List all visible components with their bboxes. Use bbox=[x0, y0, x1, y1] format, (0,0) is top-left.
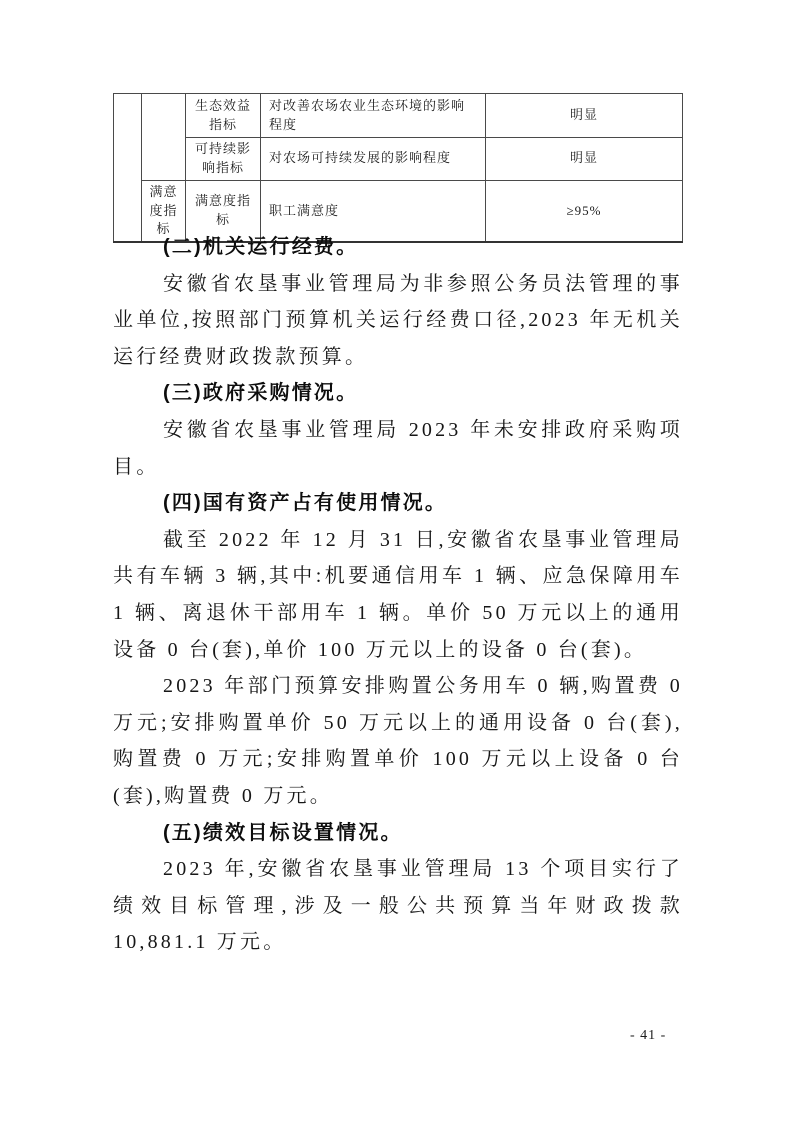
page-number: - 41 - bbox=[630, 1028, 667, 1043]
section-4-paragraph-2: 2023 年部门预算安排购置公务用车 0 辆,购置费 0 万元;安排购置单价 50 万元以上的通用设备 0 台(套),购置费 0 万元;安排购置单价 100 万元以上设备 0 台(套),购置费 0 万元。 bbox=[113, 675, 683, 807]
table-cell-description: 职工满意度 bbox=[261, 180, 486, 242]
table-cell-description: 对农场可持续发展的影响程度 bbox=[261, 138, 486, 181]
section-heading-5: (五)绩效目标设置情况。 bbox=[163, 821, 403, 844]
section-4-paragraph-1: 截至 2022 年 12 月 31 日,安徽省农垦事业管理局共有车辆 3 辆,其中:机要通信用车 1 辆、应急保障用车 1 辆、离退休干部用车 1 辆。单价 50 万元以上的通用设备 0 台(套),单价 100 万元以上的设备 0 台(套)。 bbox=[113, 528, 683, 661]
table-cell-indicator: 可持续影响指标 bbox=[186, 138, 261, 181]
section-3-paragraph: 安徽省农垦事业管理局 2023 年未安排政府采购项目。 bbox=[113, 418, 683, 478]
table-cell-indicator: 生态效益指标 bbox=[186, 94, 261, 138]
table-cell-left-group bbox=[114, 94, 142, 243]
document-body bbox=[113, 229, 683, 961]
section-heading-4: (四)国有资产占有使用情况。 bbox=[163, 492, 448, 515]
table-cell-value: ≥95% bbox=[486, 180, 683, 242]
section-heading-2: (二)机关运行经费。 bbox=[163, 236, 359, 258]
table-cell-description: 对改善农场农业生态环境的影响程度 bbox=[261, 94, 486, 138]
table-cell-satisfaction-group: 满意度指标 bbox=[142, 180, 186, 242]
section-2-paragraph: 安徽省农垦事业管理局为非参照公务员法管理的事业单位,按照部门预算机关运行经费口径,2023 年无机关运行经费财政拨款预算。 bbox=[113, 272, 683, 368]
table-cell-value: 明显 bbox=[486, 138, 683, 181]
performance-indicator-table bbox=[113, 93, 683, 243]
section-heading-3: (三)政府采购情况。 bbox=[163, 382, 359, 405]
table-cell-left-subgroup bbox=[142, 94, 186, 181]
table-cell-indicator: 满意度指标 bbox=[186, 180, 261, 242]
table-cell-value: 明显 bbox=[486, 94, 683, 138]
section-5-paragraph: 2023 年,安徽省农垦事业管理局 13 个项目实行了绩效目标管理,涉及一般公共预算当年财政拨款 10,881.1 万元。 bbox=[113, 858, 683, 954]
